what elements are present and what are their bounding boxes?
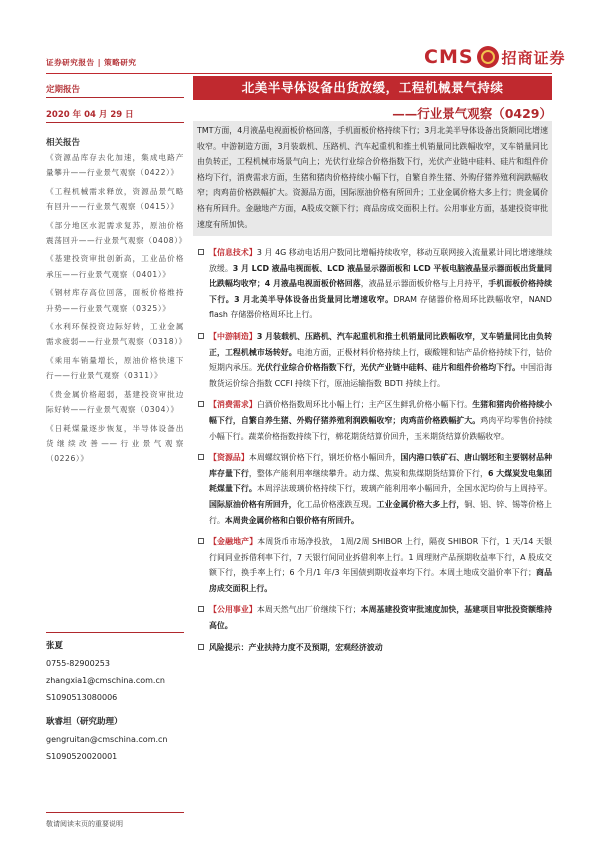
summary-box: TMT方面，4月液晶电视面板价格回落，手机面板价格持续下行；3月北美半导体设备出货额同比增速收窄。中游制造方面，3月装载机、压路机、汽车起重机和推土机销量同比跌幅收窄，叉车销量同比由负转正，工程机械市场景气向上；光伏行业综合价格指数下行，光伏产业链中硅料、硅片和组件价格均下行，消费需求方面，生猪和猪肉价格持续小幅下行，自繁自养生猪、外购仔猪养殖利润跌幅收窄；肉鸡苗价格跌幅扩大。资源品方面，国际原油价格有所回升；工业金属价格大多上行；贵金属价格有所回升。金融地产方面，A股成交额下行；商品房成交面积上行。公用事业方面，基建投资审批速度有所加快。 (193, 121, 552, 236)
section-tag: 【公用事业】 (209, 605, 257, 615)
report-type: 定期报告 (46, 85, 81, 95)
analyst-cert: S1090513080006 (46, 693, 118, 702)
checkbox-bullet-icon (198, 538, 204, 544)
checkbox-bullet-icon (198, 333, 204, 339)
cms-logo (424, 41, 566, 73)
section-tag: 【中游制造】 (209, 331, 257, 341)
related-report-link[interactable]: 《资源品库存去化加速，集成电路产量攀升——行业景气观察（0422）》 (46, 153, 184, 178)
section-paragraph (198, 397, 552, 444)
related-report-link[interactable]: 《贵金属价格超弱，基建投资审批边际好转——行业景气观察（0304）》 (46, 389, 184, 415)
section-paragraph (198, 534, 552, 596)
section-highlight-text: 商品房成交面积上行。 (209, 568, 552, 593)
related-report-link[interactable]: 《钢材库存高位回落，面板价格维持升势——行业景气观察（0325）》 (46, 288, 184, 313)
section-paragraph (198, 450, 552, 528)
report-category: 证券研究报告 | 策略研究 (46, 58, 137, 67)
checkbox-bullet-icon (198, 644, 204, 650)
section-highlight-text: 光伏行业综合价格指数下行，光伏产业链中硅料、硅片和组件价格均下行。 (256, 363, 521, 373)
analyst-name: 张夏 (46, 641, 64, 651)
section-text: 铜、铝、锌、锡等价格上行。 (209, 499, 552, 525)
analyst-email[interactable]: zhangxia1@cmschina.com.cn (46, 676, 165, 685)
section-paragraph (198, 602, 552, 633)
section-highlight-text: 国内港口铁矿石、唐山钢坯和主要钢材品种库存量下行 (209, 453, 552, 478)
checkbox-bullet-icon (198, 401, 204, 407)
section-highlight-text: 6 大煤炭发电集团耗煤量下行。 (209, 468, 552, 494)
section-text: ，整体产能利用率继续攀升。动力煤、焦炭和焦煤期货结算价下行， (248, 468, 488, 478)
section-paragraph (198, 245, 552, 323)
disclaimer: 敬请阅读末页的重要说明 (46, 820, 123, 828)
section-text: 本周螺纹钢价格下行，钢坯价格小幅回升， (248, 453, 401, 463)
section-tag: 【消费需求】 (209, 400, 257, 410)
left-divider (46, 97, 184, 98)
related-report-link[interactable]: 《乘用车销量增长，原油价格快速下行——行业景气观察（0311）》 (46, 355, 184, 381)
section-text: 白酒价格指数周环比小幅上行；主产区生鲜乳价格小幅下行。 (256, 400, 473, 410)
section-highlight-text: 国际原油价格有所回升， (209, 499, 297, 509)
analyst-email[interactable]: gengruitan@cmschina.com.cn (46, 735, 168, 744)
logo-cms-text: CMS (424, 46, 474, 68)
section-paragraph (198, 329, 552, 391)
section-text: 本周浮法玻璃价格持续下行，玻璃产能利用率小幅回升，全国水泥均价与上周持平。 (256, 484, 552, 494)
section-text: 3 月 4G 移动电话用户数同比增幅持续收窄，移动互联网接入流量累计同比增速继续放缓。 (209, 248, 552, 273)
section-text: ，液晶显示器面板价格与上月持平， (360, 279, 489, 289)
section-text: 中国沿海散货运价综合指数 CCFI 持续下行，原油运输指数 BDTI 持续上行。 (209, 363, 552, 388)
left-divider (46, 632, 184, 633)
related-report-link[interactable]: 《水利环保投资边际好转，工业金属需求疲弱——行业景气观察（0318）》 (46, 322, 187, 347)
section-text: 化工品价格涨跌互现。 (296, 499, 377, 509)
report-body (198, 245, 552, 661)
section-text: 本周天然气出厂价继续下行； (256, 605, 361, 615)
report-title: 北美半导体设备出货放缓，工程机械景气持续 (241, 80, 504, 95)
section-highlight-text: 工业金属价格大多上行， (376, 499, 465, 509)
analyst-phone: 0755-82900253 (46, 659, 110, 668)
section-highlight-text: 手机面板价格持续下行。3 月北美半导体设备出货量同比增速收窄。 (209, 279, 552, 304)
section-highlight-text: 风险提示：产业扶持力度不及预期，宏观经济波动 (209, 642, 383, 652)
related-report-link[interactable]: 《日耗煤量逐步恢复，半导体设备出货继续改善——行业景气观察（0226）》 (46, 423, 184, 464)
logo-cn-text: 招商证券 (501, 48, 566, 67)
logo-emblem-icon (477, 46, 499, 68)
left-divider (46, 122, 184, 123)
checkbox-bullet-icon (198, 454, 204, 460)
section-paragraph (198, 640, 552, 656)
section-tag: 【信息技术】 (209, 248, 257, 257)
section-text: 鸡肉平均零售价持续小幅下行。蔬菜价格指数持续下行，棉花期货结算价回升，玉米期货结算价跌幅收窄。 (209, 415, 552, 441)
header-rule (46, 73, 552, 74)
section-highlight-text: 生猪和猪肉价格持续小幅下行，自繁自养生猪、外购仔猪养殖利润跌幅收窄；肉鸡苗价格跌幅扩大。 (209, 400, 552, 425)
report-date: 2020 年 04 月 29 日 (46, 110, 134, 120)
analyst-name: 耿睿坦（研究助理） (46, 717, 123, 727)
section-highlight-text: 本周贵金属价格和白银价格有所回升。 (224, 515, 359, 525)
left-divider (46, 812, 184, 813)
section-highlight-text: 3 月 LCD 液晶电视面板、LCD 液晶显示器面板和 LCD 平板电脑液晶显示器面板出货量同比跌幅均收窄；4 月液晶电视面板价格回落 (209, 263, 552, 289)
checkbox-bullet-icon (198, 249, 204, 255)
section-text: 本周货币市场净投放， 1周/2周 SHIBOR 上行，隔夜 SHIBOR 下行，1 天/14 天银行间同业拆借利率下行，7 天银行间同业拆借利率上行。1 周理财产品预期收益率下行，A 股成交额下行，换手率上行；6 个月/1 年/3 年国债到期收益率均下行。本周土地成交溢价率下行； (209, 537, 552, 578)
section-highlight-text: 3 月装载机、压路机、汽车起重机和推土机销量同比跌幅收窄，叉车销量同比由负转正，工程机械市场转好。 (209, 331, 552, 357)
section-text: DRAM 存储器价格周环比跌幅收窄，NAND flash 存储器价格周环比上行。 (209, 294, 552, 320)
section-tag: 【金融地产】 (209, 537, 258, 547)
report-subtitle: ——行业景气观察（0429） (392, 106, 552, 121)
analyst-cert: S1090520020001 (46, 752, 118, 761)
related-report-link[interactable]: 《工程机械需求释放，资源品景气略有回升——行业景气观察（0415）》 (46, 186, 184, 212)
section-text: 电池方面，正极材料价格持续上行，碳酸锂和钴产品价格持续下行，钴价短期内承压。 (209, 347, 552, 373)
checkbox-bullet-icon (198, 606, 204, 612)
related-reports-title: 相关报告 (46, 138, 81, 148)
related-reports-list (46, 150, 187, 467)
analyst-info (46, 638, 184, 765)
section-highlight-text: 本周基建投资审批速度加快，基建项目审批投资额维持高位。 (209, 605, 552, 631)
related-report-link[interactable]: 《基建投资审批创新高，工业品价格承压——行业景气观察（0401）》 (46, 254, 184, 279)
related-report-link[interactable]: 《部分地区水泥需求复苏，原油价格震荡回升——行业景气观察（0408）》 (46, 220, 187, 246)
section-tag: 【资源品】 (209, 453, 249, 463)
